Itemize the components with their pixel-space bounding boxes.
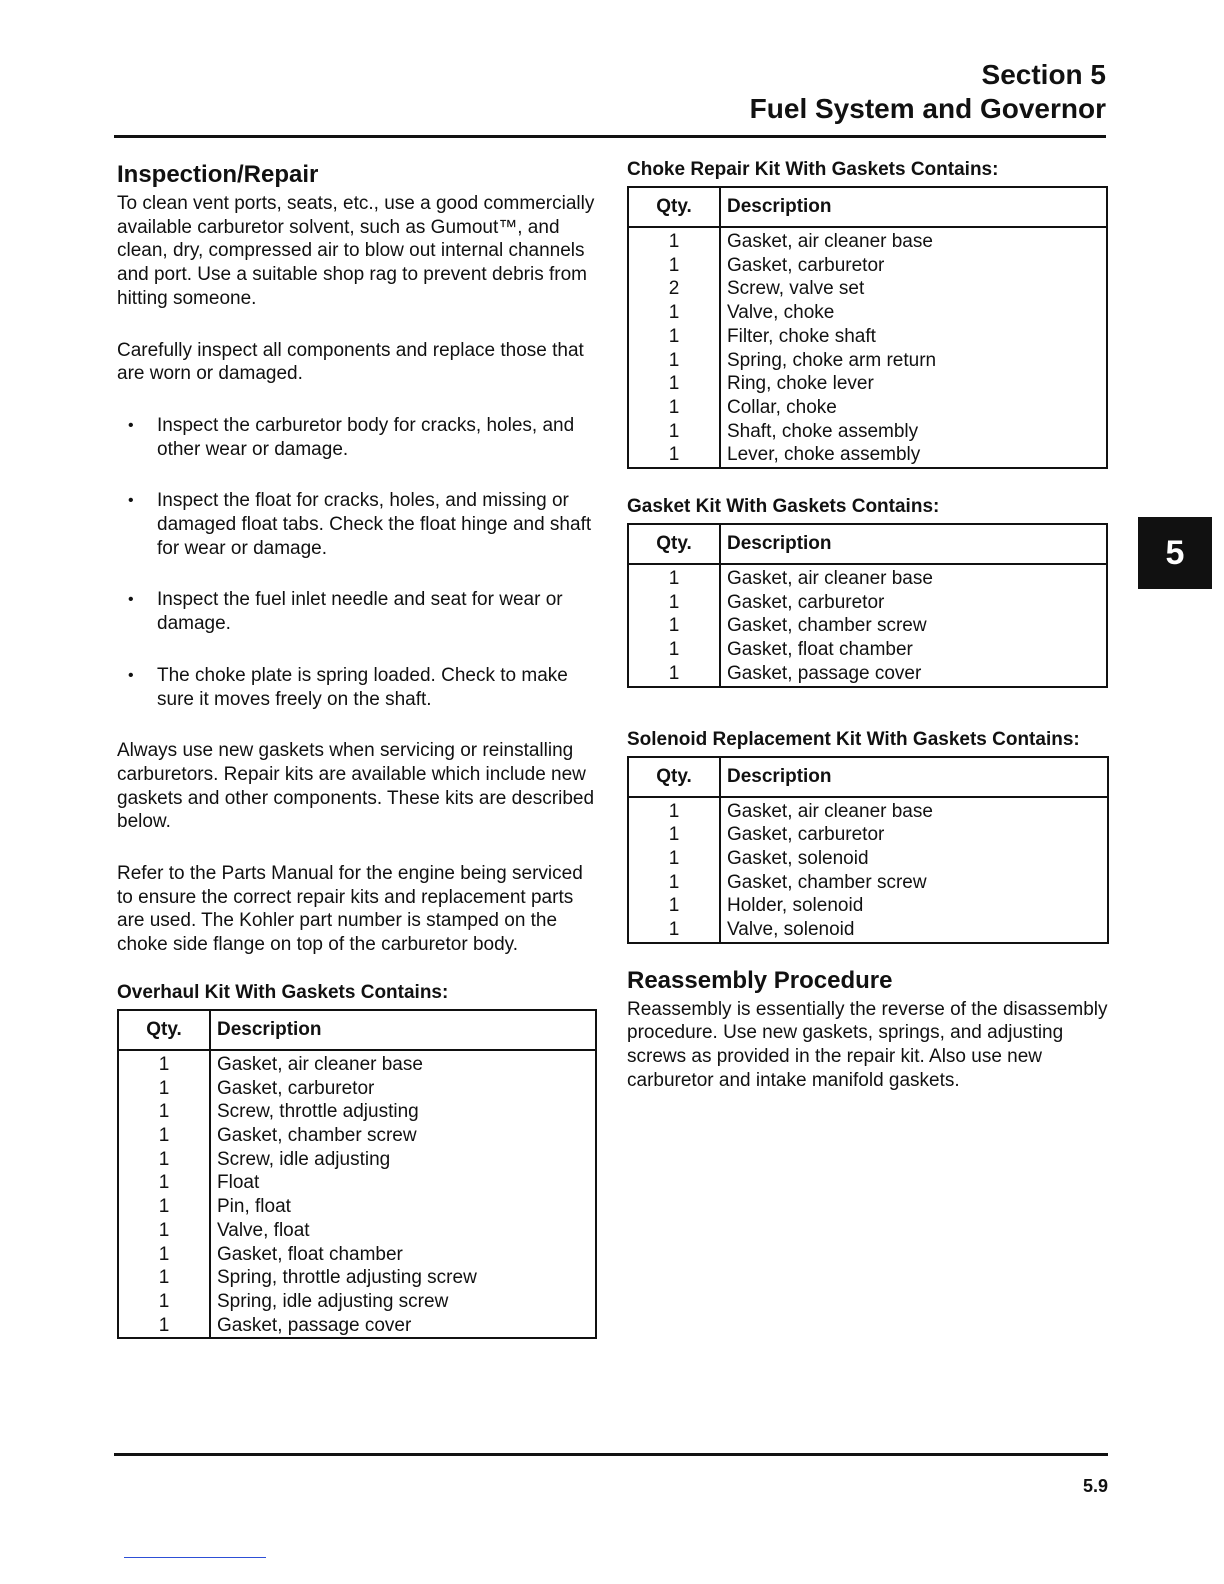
table-row xyxy=(118,1124,596,1148)
qty-cell: 1 xyxy=(118,1171,210,1195)
table-row xyxy=(118,1050,596,1077)
reassembly-heading: Reassembly Procedure xyxy=(627,966,893,994)
page-header xyxy=(750,58,1106,126)
qty-cell: 1 xyxy=(628,227,720,254)
overhaul-kit-table xyxy=(117,1009,597,1339)
qty-cell: 1 xyxy=(628,614,720,638)
description-cell: Gasket, chamber screw xyxy=(727,615,927,637)
description-cell: Valve, float xyxy=(217,1219,310,1241)
table-row xyxy=(628,420,1107,444)
list-item: • The choke plate is spring loaded. Check to make sure it moves freely on the shaft. xyxy=(117,664,597,711)
qty-column-header: Qty. xyxy=(118,1010,210,1050)
description-cell: Pin, float xyxy=(217,1196,291,1218)
qty-cell: 1 xyxy=(628,591,720,615)
table-row xyxy=(628,871,1108,895)
qty-cell: 1 xyxy=(628,797,720,824)
table-header-row xyxy=(628,187,1107,227)
qty-cell: 1 xyxy=(628,662,720,687)
qty-cell: 1 xyxy=(118,1243,210,1267)
description-cell: Screw, throttle adjusting xyxy=(217,1101,419,1123)
paragraph-parts-manual: Refer to the Parts Manual for the engine being serviced to ensure the correct repair kits and replacement parts are used. The Kohler part number is stamped on the choke side flange on top of the carburetor body. xyxy=(117,863,583,956)
description-cell: Gasket, float chamber xyxy=(727,639,913,661)
table-row xyxy=(628,277,1107,301)
description-cell: Holder, solenoid xyxy=(727,895,864,917)
qty-cell: 1 xyxy=(628,420,720,444)
table-row xyxy=(628,443,1107,468)
description-cell: Collar, choke xyxy=(727,396,837,418)
table-row xyxy=(628,918,1108,943)
left-column xyxy=(117,160,597,1339)
gasket-kit-title: Gasket Kit With Gaskets Contains: xyxy=(627,496,940,518)
choke-kit-table xyxy=(627,186,1108,469)
description-cell: Gasket, chamber screw xyxy=(217,1124,417,1146)
table-row xyxy=(118,1148,596,1172)
table-row xyxy=(628,227,1107,254)
description-cell: Gasket, carburetor xyxy=(727,824,885,846)
table-row xyxy=(118,1314,596,1339)
table-row xyxy=(628,894,1108,918)
description-cell: Gasket, chamber screw xyxy=(727,871,927,893)
section-number: Section 5 xyxy=(981,59,1106,90)
qty-cell: 1 xyxy=(628,871,720,895)
page-number: 5.9 xyxy=(1082,1476,1108,1496)
table-row xyxy=(118,1077,596,1101)
solenoid-kit-table xyxy=(627,756,1109,944)
qty-cell: 1 xyxy=(118,1290,210,1314)
qty-cell: 1 xyxy=(628,443,720,468)
qty-cell: 1 xyxy=(628,301,720,325)
right-column xyxy=(627,158,1111,1093)
description-cell: Gasket, air cleaner base xyxy=(727,231,933,252)
qty-cell: 1 xyxy=(118,1050,210,1077)
qty-cell: 1 xyxy=(118,1219,210,1243)
description-column-header: Description xyxy=(720,757,1108,797)
qty-cell: 1 xyxy=(628,894,720,918)
paragraph-inspect: Carefully inspect all components and replace those that are worn or damaged. xyxy=(117,339,584,385)
qty-cell: 1 xyxy=(118,1195,210,1219)
qty-cell: 1 xyxy=(628,823,720,847)
qty-cell: 1 xyxy=(628,918,720,943)
description-cell: Gasket, air cleaner base xyxy=(217,1053,423,1075)
description-cell: Spring, idle adjusting screw xyxy=(217,1290,449,1312)
table-row xyxy=(628,564,1107,591)
description-cell: Gasket, float chamber xyxy=(217,1243,403,1265)
overhaul-kit-title: Overhaul Kit With Gaskets Contains: xyxy=(117,981,449,1003)
description-cell: Gasket, air cleaner base xyxy=(727,800,933,822)
description-cell: Gasket, carburetor xyxy=(217,1077,375,1099)
description-cell: Spring, throttle adjusting screw xyxy=(217,1267,477,1289)
qty-cell: 1 xyxy=(118,1266,210,1290)
table-row xyxy=(628,349,1107,373)
table-row xyxy=(118,1243,596,1267)
qty-cell: 1 xyxy=(628,847,720,871)
table-header-row xyxy=(118,1010,596,1050)
description-cell: Shaft, choke assembly xyxy=(727,420,919,442)
table-row xyxy=(628,301,1107,325)
qty-cell: 1 xyxy=(118,1148,210,1172)
table-row xyxy=(628,325,1107,349)
qty-cell: 2 xyxy=(628,277,720,301)
table-row xyxy=(628,662,1107,687)
description-cell: Float xyxy=(217,1172,260,1194)
qty-cell: 1 xyxy=(118,1100,210,1124)
qty-cell: 1 xyxy=(628,564,720,591)
description-cell: Ring, choke lever xyxy=(727,373,874,395)
table-row xyxy=(628,254,1107,278)
description-cell: Gasket, passage cover xyxy=(727,662,922,684)
qty-cell: 1 xyxy=(628,396,720,420)
table-row xyxy=(628,396,1107,420)
qty-column-header: Qty. xyxy=(628,757,720,797)
paragraph-cleaning: To clean vent ports, seats, etc., use a good commercially available carburetor solvent, such as Gumout™, and clean, dry, compressed air to blow out internal channels and port. Use a suitable shop rag to prevent debris from hitting someone. xyxy=(117,193,595,309)
description-cell: Filter, choke shaft xyxy=(727,325,876,347)
solenoid-kit-title: Solenoid Replacement Kit With Gaskets Contains: xyxy=(627,728,1080,750)
decorative-line xyxy=(124,1557,266,1558)
table-row xyxy=(628,638,1107,662)
description-cell: Screw, valve set xyxy=(727,278,865,300)
table-header-row xyxy=(628,757,1108,797)
list-item: • Inspect the carburetor body for cracks, holes, and other wear or damage. xyxy=(117,414,597,461)
section-tab: 5 xyxy=(1138,517,1212,589)
description-cell: Spring, choke arm return xyxy=(727,349,937,371)
list-item: • Inspect the fuel inlet needle and seat for wear or damage. xyxy=(117,588,597,635)
qty-cell: 1 xyxy=(628,325,720,349)
table-row xyxy=(118,1290,596,1314)
description-cell: Gasket, carburetor xyxy=(727,591,885,613)
description-column-header: Description xyxy=(720,187,1107,227)
qty-cell: 1 xyxy=(628,638,720,662)
table-row xyxy=(118,1171,596,1195)
table-row xyxy=(628,591,1107,615)
qty-column-header: Qty. xyxy=(628,187,720,227)
description-cell: Gasket, carburetor xyxy=(727,254,885,276)
inspection-list xyxy=(117,414,597,711)
table-row xyxy=(628,372,1107,396)
footer-divider xyxy=(114,1453,1108,1456)
table-row xyxy=(628,797,1108,824)
description-cell: Screw, idle adjusting xyxy=(217,1148,391,1170)
paragraph-gaskets: Always use new gaskets when servicing or reinstalling carburetors. Repair kits are available which include new gaskets and other components. These kits are described below. xyxy=(117,740,595,833)
description-cell: Gasket, air cleaner base xyxy=(727,568,933,590)
table-header-row xyxy=(628,524,1107,564)
description-cell: Lever, choke assembly xyxy=(727,444,921,466)
table-row xyxy=(628,847,1108,871)
qty-cell: 1 xyxy=(628,254,720,278)
inspection-heading: Inspection/Repair xyxy=(117,161,319,188)
choke-kit-title: Choke Repair Kit With Gaskets Contains: xyxy=(627,159,999,180)
table-row xyxy=(118,1219,596,1243)
description-cell: Valve, choke xyxy=(727,302,835,324)
table-row xyxy=(118,1195,596,1219)
qty-column-header: Qty. xyxy=(628,524,720,564)
table-row xyxy=(118,1100,596,1124)
description-cell: Valve, solenoid xyxy=(727,919,855,941)
table-row xyxy=(628,614,1107,638)
qty-cell: 1 xyxy=(118,1124,210,1148)
reassembly-text: Reassembly is essentially the reverse of the disassembly procedure. Use new gaskets, springs, and adjusting screws as provided in the repair kit. Also use new carburetor and intake manifold gaskets. xyxy=(627,998,1108,1091)
description-cell: Gasket, passage cover xyxy=(217,1314,412,1336)
section-title: Fuel System and Governor xyxy=(749,93,1106,124)
description-column-header: Description xyxy=(210,1010,596,1050)
table-row xyxy=(118,1266,596,1290)
header-divider xyxy=(114,135,1106,138)
gasket-kit-table xyxy=(627,523,1108,688)
qty-cell: 1 xyxy=(628,349,720,373)
qty-cell: 1 xyxy=(118,1314,210,1339)
description-column-header: Description xyxy=(720,524,1107,564)
table-row xyxy=(628,823,1108,847)
qty-cell: 1 xyxy=(628,372,720,396)
description-cell: Gasket, solenoid xyxy=(727,847,869,869)
qty-cell: 1 xyxy=(118,1077,210,1101)
list-item: • Inspect the float for cracks, holes, and missing or damaged float tabs. Check the float hinge and shaft for wear or damage. xyxy=(117,489,597,560)
